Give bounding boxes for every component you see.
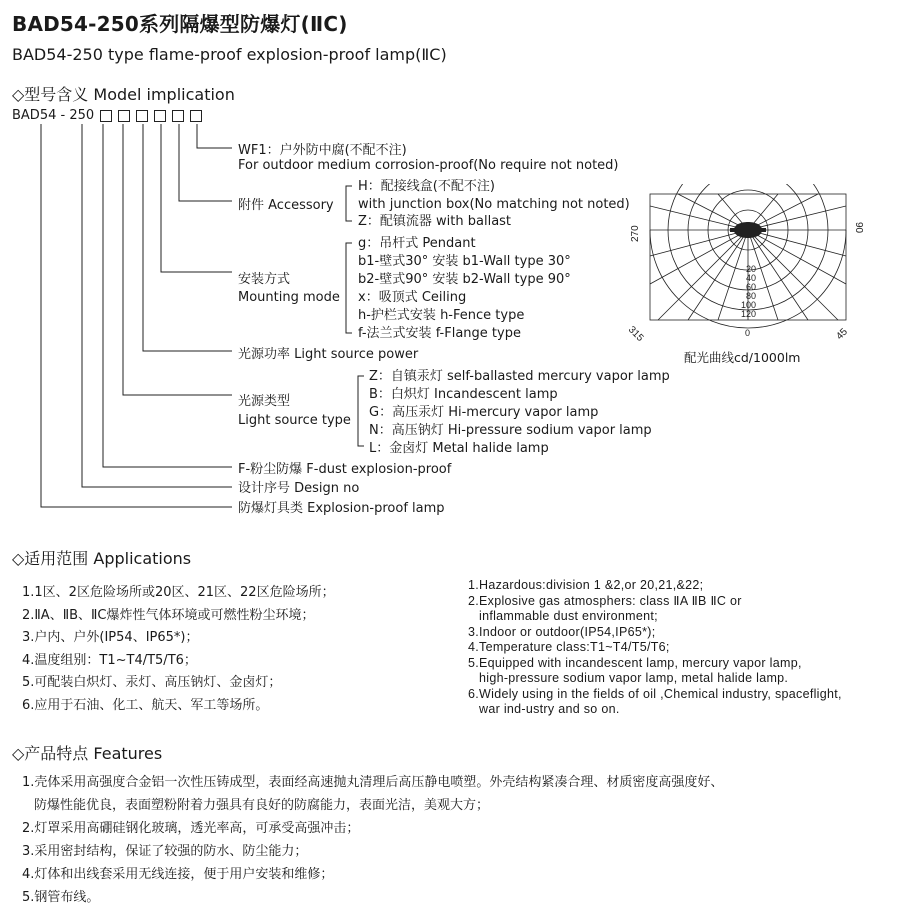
- applications-en-list: [468, 578, 842, 718]
- radial-value: 120: [741, 309, 757, 319]
- list-item: 5.Equipped with incandescent lamp, mercury vapor lamp,: [468, 655, 802, 670]
- diagram-caption: 配光曲线cd/1000lm: [684, 350, 801, 365]
- light-label-cn: 光源类型: [238, 394, 291, 409]
- grid-spoke: [748, 206, 846, 230]
- light-item: G：高压汞灯 Hi-mercury vapor lamp: [369, 405, 599, 420]
- connector-line: [197, 124, 232, 148]
- mounting-list: [358, 235, 571, 343]
- features-list: [22, 771, 723, 909]
- light-item: B：白炽灯 Incandescent lamp: [369, 387, 558, 402]
- model-heading: ◇型号含义 Model implication: [12, 85, 235, 104]
- bracket: [358, 376, 364, 446]
- radial-value: 60: [746, 282, 757, 292]
- angle-label-45: 45: [834, 326, 850, 343]
- features-heading: ◇产品特点 Features: [12, 744, 163, 763]
- applications-cn-list: [22, 582, 335, 717]
- list-item: high-pressure sodium vapor lamp, metal halide lamp.: [479, 671, 789, 685]
- angle-label-270: 270: [630, 225, 641, 242]
- list-item: 4.温度组别：T1~T4/T5/T6；: [22, 652, 197, 668]
- light-item: L：金卤灯 Metal halide lamp: [369, 441, 549, 456]
- light-list: [369, 368, 670, 458]
- bracket: [346, 186, 352, 221]
- connector-line: [179, 124, 232, 201]
- list-item: 1.1区、2区危险场所或20区、21区、22区危险场所；: [22, 585, 335, 600]
- applications-heading: ◇适用范围 Applications: [12, 549, 192, 568]
- light-item: Z：自镇汞灯 self-ballasted mercury vapor lamp: [369, 369, 670, 384]
- connector-line: [41, 124, 232, 507]
- power-label: 光源功率 Light source power: [238, 347, 419, 362]
- list-item: 5.钢管布线。: [22, 890, 100, 905]
- mounting-item: b1-壁式30° 安装 b1-Wall type 30°: [358, 254, 571, 269]
- grid-spoke: [650, 206, 748, 230]
- wf1-cn: WF1：户外防中腐(不配不注): [238, 143, 407, 158]
- angle-label-0: 0: [745, 328, 751, 338]
- mounting-item: g：吊杆式 Pendant: [358, 236, 476, 251]
- list-item: 1.Hazardous:division 1 &2,or 20,21,&22;: [468, 578, 704, 592]
- page-title: BAD54-250系列隔爆型防爆灯(ⅡC): [12, 12, 348, 36]
- list-item: 1.壳体采用高强度合金铝一次性压铸成型，表面经高速抛丸清理后高压静电喷塑。外壳结构紧凑合理、材质密度高强度好、: [22, 775, 724, 790]
- list-item: war ind-ustry and so on.: [479, 702, 620, 716]
- accessory-item: H：配接线盒(不配不注): [358, 179, 495, 194]
- accessory-label: 附件 Accessory: [238, 198, 334, 213]
- mounting-item: f-法兰式安装 f-Flange type: [358, 326, 521, 341]
- light-label-en: Light source type: [238, 413, 351, 428]
- mounting-item: b2-壁式90° 安装 b2-Wall type 90°: [358, 272, 571, 287]
- list-item: inflammable dust environment;: [479, 609, 658, 623]
- grid-spoke: [748, 230, 838, 320]
- bracket: [346, 243, 352, 333]
- radial-value: 100: [741, 300, 757, 310]
- list-item: 4.灯体和出线套采用无线连接，便于用户安装和维修；: [22, 867, 334, 882]
- list-item: 3.户内、户外(IP54、IP65*)；: [22, 630, 199, 645]
- model-code-text: BAD54 - 250: [12, 108, 95, 123]
- radial-value: 80: [746, 291, 757, 301]
- accessory-item: Z：配镇流器 with ballast: [358, 214, 512, 229]
- list-item: 6.应用于石油、化工、航天、军工等场所。: [22, 697, 269, 713]
- design-no-label: 设计序号 Design no: [238, 481, 360, 496]
- mounting-item: h-护栏式安装 h-Fence type: [358, 308, 525, 323]
- list-item: 3.Indoor or outdoor(IP54,IP65*);: [468, 624, 656, 639]
- grid-spoke: [748, 230, 846, 284]
- page-subtitle: BAD54-250 type flame-proof explosion-proof lamp(ⅡC): [12, 45, 447, 64]
- list-item: 5.可配装白炽灯、汞灯、高压钠灯、金卤灯；: [22, 675, 282, 690]
- connector-line: [82, 124, 232, 487]
- mounting-label-en: Mounting mode: [238, 290, 340, 305]
- list-item: 2.灯罩采用高硼硅钢化玻璃，透光率高，可承受高强冲击；: [22, 821, 360, 836]
- list-item: 防爆性能优良，表面塑粉附着力强具有良好的防腐能力，表面光洁，美观大方；: [34, 798, 490, 813]
- mounting-item: x：吸顶式 Ceiling: [358, 290, 467, 305]
- list-item: 2.ⅡA、ⅡB、ⅡC爆炸性气体环境或可燃性粉尘环境；: [22, 607, 315, 623]
- wf1-en: For outdoor medium corrosion-proof(No require not noted): [238, 158, 619, 173]
- accessory-list: [358, 178, 630, 231]
- grid-spoke: [650, 230, 748, 284]
- accessory-item: with junction box(No matching not noted): [358, 196, 630, 212]
- radial-value: 20: [746, 264, 757, 274]
- connector-line: [123, 124, 232, 395]
- fdust-label: F-粉尘防爆 F-dust explosion-proof: [238, 462, 452, 477]
- list-item: 2.Explosive gas atmosphers: class ⅡA ⅡB ⅡC or: [468, 593, 742, 608]
- grid-spoke: [658, 230, 748, 320]
- list-item: 4.Temperature class:T1~T4/T5/T6;: [468, 640, 670, 654]
- connector-line: [143, 124, 232, 351]
- list-item: 6.Widely using in the fields of oil ,Chemical industry, spaceflight,: [468, 686, 842, 701]
- lamp-class-label: 防爆灯具类 Explosion-proof lamp: [238, 501, 445, 516]
- connector-line: [103, 124, 232, 467]
- radial-value: 40: [746, 273, 757, 283]
- light-distribution-diagram: [618, 184, 878, 344]
- mounting-label-cn: 安装方式: [238, 272, 291, 287]
- light-item: N：高压钠灯 Hi-pressure sodium vapor lamp: [369, 423, 652, 438]
- angle-label-90: 90: [853, 222, 864, 234]
- angle-label-315: 315: [625, 324, 646, 344]
- lamp-marker: [730, 228, 766, 232]
- list-item: 3.采用密封结构，保证了较强的防水、防尘能力；: [22, 844, 308, 859]
